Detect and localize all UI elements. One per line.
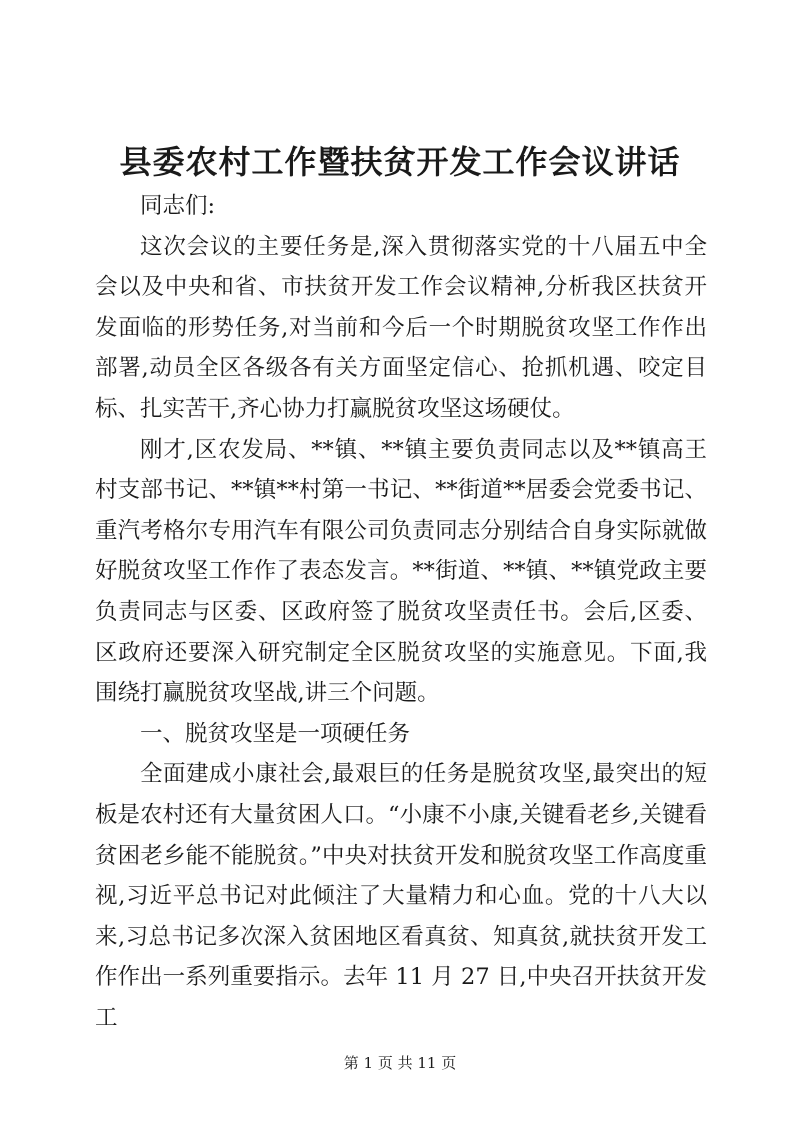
- paragraph-xiaokang: 全面建成小康社会,最艰巨的任务是脱贫攻坚,最突出的短板是农村还有大量贫困人口。“小康不小康,关键看老乡,关键看贫困老乡能不能脱贫。”中央对扶贫开发和脱贫攻坚工作高度重视,习近平总书记对此倾注了大量精力和心血。党的十八大以来,习总书记多次深入贫困地区看真贫、知真贫,就扶贫开发工作作出一系列重要指示。去年 11 月 27 日,中央召开扶贫开发工: [95, 761, 707, 1031]
- document-body: [95, 186, 707, 1038]
- section-heading-1: 一、脱贫攻坚是一项硬任务: [140, 720, 411, 747]
- document-title: 县委农村工作暨扶贫开发工作会议讲话: [119, 143, 681, 181]
- page-footer: [0, 1052, 800, 1074]
- paragraph-meeting-task: 这次会议的主要任务是,深入贯彻落实党的十八届五中全会以及中央和省、市扶贫开发工作会议精神,分析我区扶贫开发面临的形势任务,对当前和今后一个时期脱贫攻坚工作作出部署,动员全区各级各有关方面坚定信心、抢抓机遇、咬定目标、扎实苦干,齐心协力打赢脱贫攻坚这场硬仗。: [95, 233, 707, 422]
- paragraph-speeches: 刚才,区农发局、**镇、**镇主要负责同志以及**镇高王村支部书记、**镇**村第一书记、**街道**居委会党委书记、重汽考格尔专用汽车有限公司负责同志分别结合自身实际就做好脱贫攻坚工作作了表态发言。**街道、**镇、**镇党政主要负责同志与区委、区政府签了脱贫攻坚责任书。会后,区委、区政府还要深入研究制定全区脱贫攻坚的实施意见。下面,我围绕打赢脱贫攻坚战,讲三个问题。: [95, 436, 707, 707]
- salutation: 同志们:: [140, 193, 216, 219]
- page-number: 第 1 页 共 11 页: [343, 1054, 457, 1072]
